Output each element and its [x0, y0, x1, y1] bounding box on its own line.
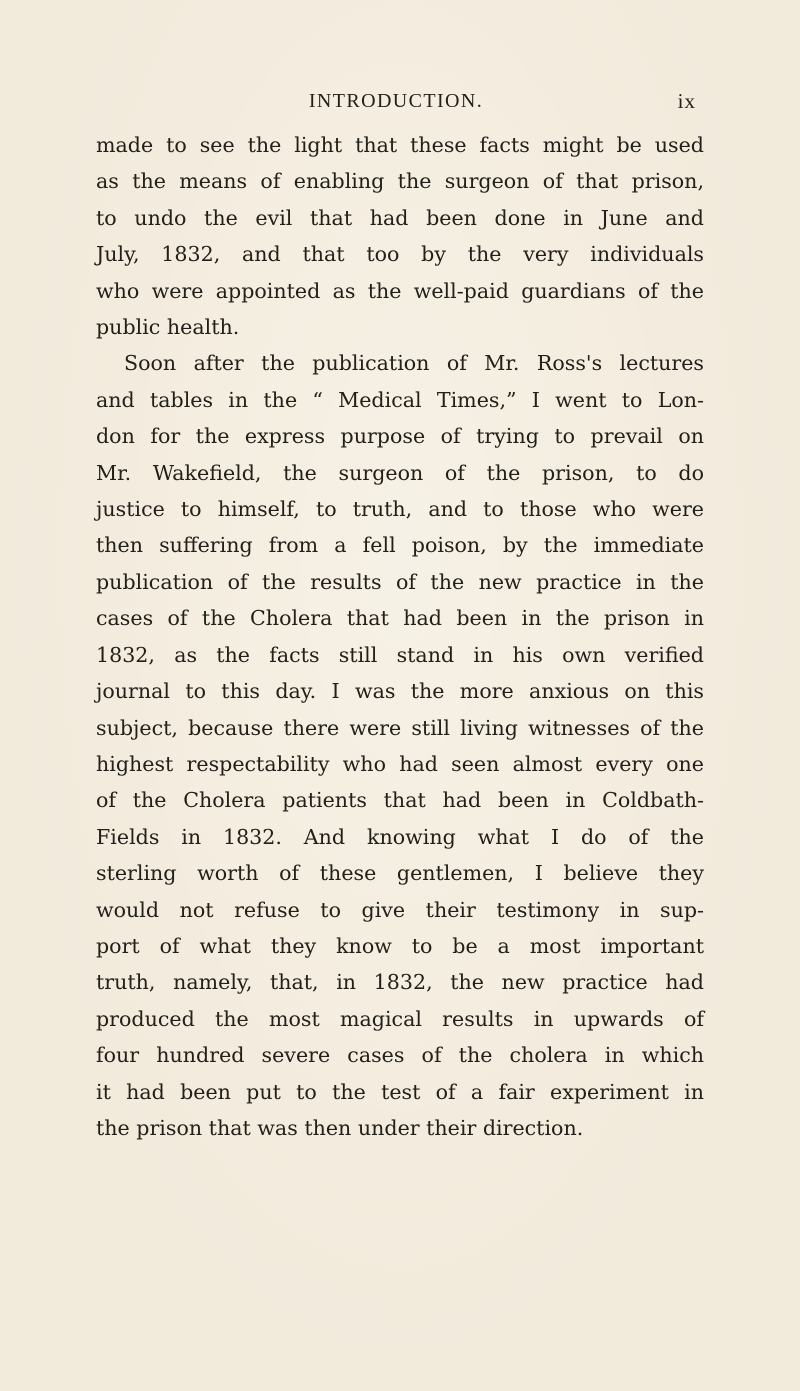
- text-line: and tables in the “ Medical Times,” I went to Lon-: [96, 387, 704, 412]
- text-line: public health.: [96, 315, 240, 340]
- text-line: of the Cholera patients that had been in Coldbath-: [96, 788, 704, 813]
- text-line: to undo the evil that had been done in June and: [96, 205, 704, 230]
- text-line: highest respectability who had seen almost every one: [96, 751, 704, 776]
- text-line: made to see the light that these facts might be used: [96, 133, 704, 157]
- text-line: as the means of enabling the surgeon of that prison,: [96, 169, 704, 194]
- running-title: INTRODUCTION.: [308, 90, 484, 112]
- text-line: cases of the Cholera that had been in the prison in: [96, 606, 704, 631]
- paragraph-first-line: Soon after the publication of Mr. Ross's lectures: [124, 351, 704, 376]
- text-line: the prison that was then under their direction.: [96, 1115, 584, 1140]
- text-line: truth, namely, that, in 1832, the new practice had: [96, 970, 704, 995]
- body-text: [96, 127, 704, 1146]
- text-line: sterling worth of these gentlemen, I believe they: [96, 861, 704, 886]
- text-line: produced the most magical results in upwards of: [96, 1006, 704, 1031]
- text-line: Mr. Wakefield, the surgeon of the prison, to do: [96, 460, 704, 485]
- text-line: who were appointed as the well-paid guardians of the: [96, 278, 704, 303]
- running-head: [96, 88, 696, 114]
- text-line: port of what they know to be a most important: [96, 933, 704, 958]
- text-line: publication of the results of the new practice in the: [96, 569, 704, 594]
- text-line: would not refuse to give their testimony in sup-: [96, 897, 704, 922]
- text-line: justice to himself, to truth, and to those who were: [96, 497, 704, 522]
- text-line: journal to this day. I was the more anxious on this: [96, 679, 704, 704]
- text-line: Fields in 1832. And knowing what I do of the: [96, 824, 704, 849]
- text-line: it had been put to the test of a fair experiment in: [96, 1079, 704, 1104]
- text-line: don for the express purpose of trying to prevail on: [96, 424, 704, 449]
- page-number: ix: [677, 89, 696, 113]
- text-line: subject, because there were still living witnesses of the: [96, 715, 704, 740]
- text-line: four hundred severe cases of the cholera in which: [96, 1043, 704, 1068]
- text-line: then suffering from a fell poison, by the immediate: [96, 533, 704, 558]
- text-line: 1832, as the facts still stand in his own verified: [96, 642, 704, 667]
- text-line: July, 1832, and that too by the very individuals: [96, 242, 704, 267]
